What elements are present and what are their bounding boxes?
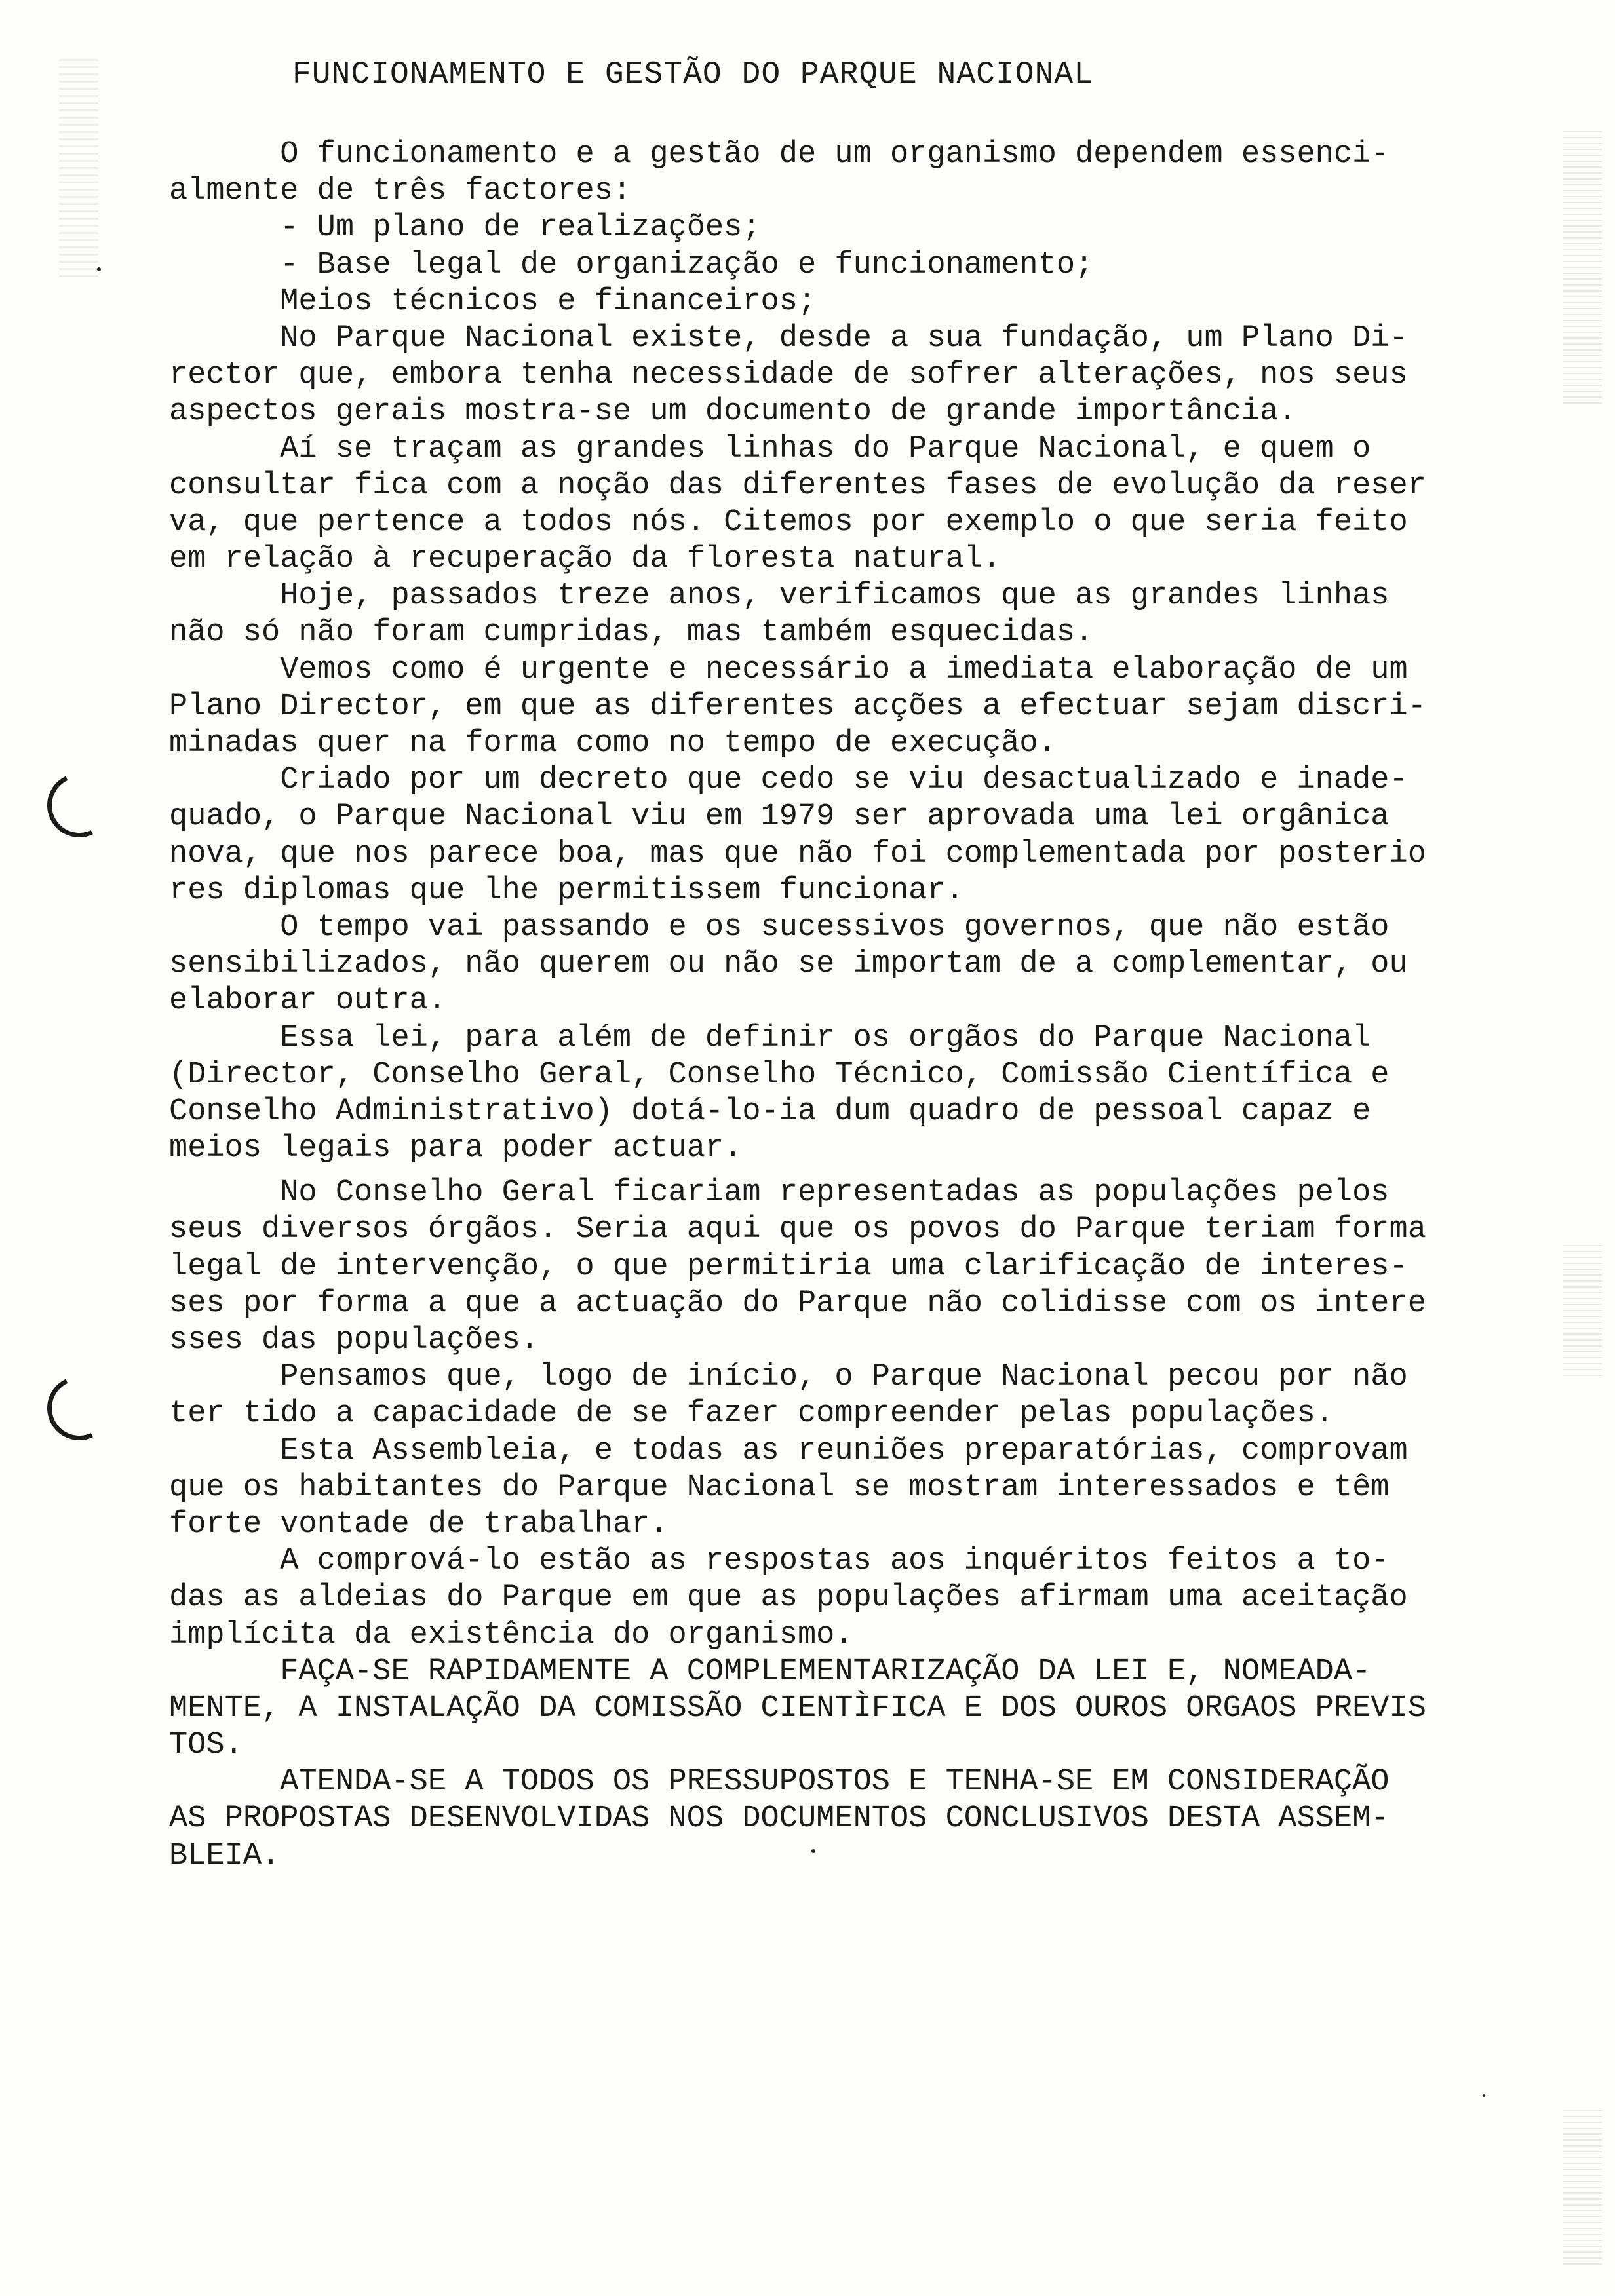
body-line: Plano Director, em que as diferentes acções a efectuar sejam discri- [169, 689, 1426, 724]
body-line: sensibilizados, não querem ou não se importam de a complementar, ou [169, 947, 1408, 982]
body-line: em relação à recuperação da floresta natural. [169, 542, 1002, 577]
body-line: TOS. [169, 1728, 243, 1763]
punch-hole-mark-bottom [38, 1367, 121, 1449]
scan-edge-noise-left [59, 59, 98, 282]
scan-edge-noise-right-top [1563, 131, 1602, 406]
scan-edge-noise-right-bottom [1563, 2110, 1602, 2267]
body-line: quado, o Parque Nacional viu em 1979 ser aprovada uma lei orgânica [169, 799, 1390, 835]
body-line: Vemos como é urgente e necessário a imediata elaboração de um [169, 652, 1408, 687]
body-line: va, que pertence a todos nós. Citemos por exemplo o que seria feito [169, 505, 1408, 540]
body-line: elaborar outra. [169, 984, 447, 1019]
body-line: res diplomas que lhe permitissem funcionar. [169, 873, 964, 908]
ink-speck [1483, 2094, 1485, 2097]
paragraph-spacer [169, 1167, 1519, 1175]
body-line: legal de intervenção, o que permitiria uma clarificação de interes- [169, 1249, 1408, 1284]
body-line: AS PROPOSTAS DESENVOLVIDAS NOS DOCUMENTOS CONCLUSIVOS DESTA ASSEM- [169, 1801, 1390, 1837]
body-line: almente de três factores: [169, 174, 632, 209]
body-line: O tempo vai passando e os sucessivos governos, que não estão [169, 909, 1390, 945]
body-line: seus diversos órgãos. Seria aqui que os povos do Parque teriam forma [169, 1212, 1426, 1248]
scan-edge-noise-right-middle [1563, 1245, 1602, 1376]
body-line: BLEIA. [169, 1838, 281, 1873]
body-line: Pensamos que, logo de início, o Parque Nacional pecou por não [169, 1360, 1408, 1395]
body-line: (Director, Conselho Geral, Conselho Técnico, Comissão Científica e [169, 1057, 1390, 1092]
body-line: rector que, embora tenha necessidade de sofrer alterações, nos seus [169, 358, 1408, 393]
body-line: forte vontade de trabalhar. [169, 1506, 669, 1542]
body-line: das as aldeias do Parque em que as populações afirmam uma aceitação [169, 1580, 1408, 1616]
body-line: ATENDA-SE A TODOS OS PRESSUPOSTOS E TENHA-SE EM CONSIDERAÇÃO [169, 1765, 1390, 1800]
body-line: meios legais para poder actuar. [169, 1131, 743, 1166]
body-line: Criado por um decreto que cedo se viu desactualizado e inade- [169, 763, 1408, 798]
ink-speck [97, 267, 101, 271]
body-line: Esta Assembleia, e todas as reuniões preparatórias, comprovam [169, 1433, 1408, 1468]
body-line: consultar fica com a noção das diferentes fases de evolução da reser [169, 468, 1426, 503]
body-line: A comprová-lo estão as respostas aos inquéritos feitos a to- [169, 1544, 1390, 1579]
body-line: - Um plano de realizações; [169, 210, 761, 246]
body-line: No Parque Nacional existe, desde a sua fundação, um Plano Di- [169, 320, 1408, 356]
body-line: implícita da existência do organismo. [169, 1617, 853, 1653]
body-line: que os habitantes do Parque Nacional se mostram interessados e têm [169, 1470, 1390, 1505]
body-line: FAÇA-SE RAPIDAMENTE A COMPLEMENTARIZAÇÃO DA LEI E, NOMEADA- [169, 1654, 1371, 1689]
document-body [169, 136, 1519, 1875]
body-line: não só não foram cumpridas, mas também esquecidas. [169, 615, 1094, 651]
body-line: Meios técnicos e financeiros; [169, 284, 817, 319]
body-line: Hoje, passados treze anos, verificamos que as grandes linhas [169, 579, 1390, 614]
body-line: sses das populações. [169, 1323, 539, 1358]
body-line: Aí se traçam as grandes linhas do Parque Nacional, e quem o [169, 431, 1371, 467]
body-line: O funcionamento e a gestão de um organismo dependem essenci- [169, 137, 1390, 172]
body-line: No Conselho Geral ficariam representadas as populações pelos [169, 1176, 1390, 1211]
body-line: Essa lei, para além de definir os orgãos do Parque Nacional [169, 1020, 1371, 1056]
body-line: ter tido a capacidade de se fazer compreender pelas populações. [169, 1396, 1334, 1432]
body-line: - Base legal de organização e funcionamento; [169, 247, 1094, 282]
page-title: FUNCIONAMENTO E GESTÃO DO PARQUE NACIONAL [292, 57, 1093, 92]
body-line: ses por forma a que a actuação do Parque não colidisse com os intere [169, 1286, 1426, 1321]
body-line: minadas quer na forma como no tempo de execução. [169, 726, 1057, 761]
body-line: Conselho Administrativo) dotá-lo-ia dum quadro de pessoal capaz e [169, 1094, 1371, 1129]
punch-hole-mark-top [38, 764, 121, 847]
body-line: MENTE, A INSTALAÇÃO DA COMISSÃO CIENTÌFICA E DOS OUROS ORGAOS PREVIS [169, 1691, 1426, 1726]
body-line: nova, que nos parece boa, mas que não foi complementada por posterio [169, 836, 1426, 871]
body-line: aspectos gerais mostra-se um documento de grande importância. [169, 394, 1297, 430]
